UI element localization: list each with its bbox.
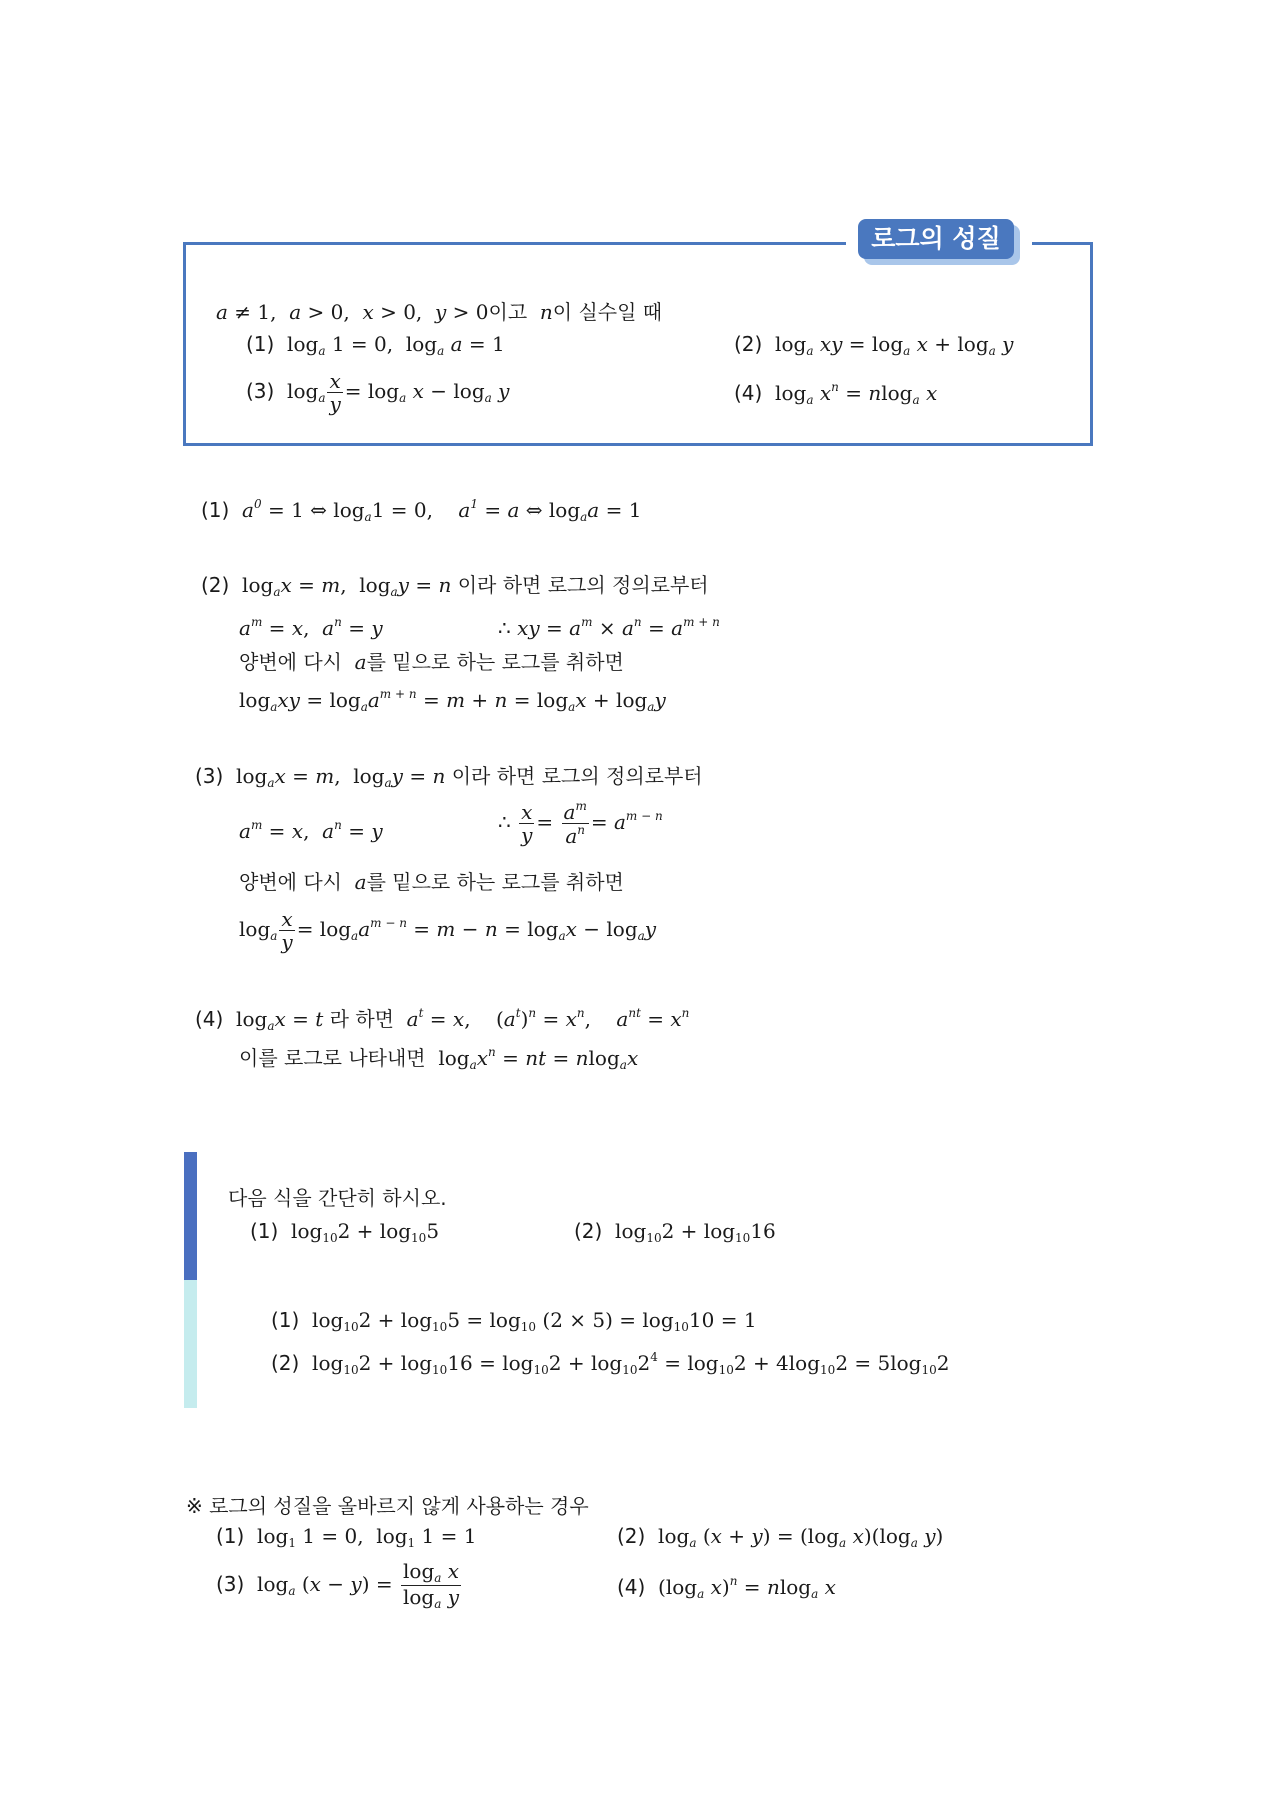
example-q1: (1) $\log_{10}2 + \log_{10}5$ (250, 1219, 440, 1245)
proof-2-line-4: $\log_axy = \log_aa^{m + n} = m + n = \log_ax + \log_ay$ (239, 687, 666, 714)
example-q2-label: (2) (574, 1219, 603, 1243)
proof-4-label: (4) (195, 1007, 224, 1031)
property-1-label: (1) (246, 332, 275, 356)
property-2-label: (2) (734, 332, 763, 356)
wrong-4-label: (4) (617, 1575, 646, 1599)
example-bar-answer (184, 1280, 197, 1408)
proof-3-text: 양변에 다시 (239, 870, 342, 894)
wrong-4: (4) ($\log_a$ x)$^n$ = nlog$_a$ x (617, 1574, 836, 1601)
proof-2-line-3: 양변에 다시 a를 밑으로 하는 로그를 취하면 (239, 650, 624, 674)
wrong-1: (1) $\log_1 1 = 0$, $\log_1 1 = 1$ (216, 1524, 477, 1550)
section-title: 로그의 성질 (858, 219, 1014, 259)
proof-3-label: (3) (195, 764, 224, 788)
proof-2-therefore: ∴ xy = $a^m \times a^n = a^{m + n}$ (498, 615, 720, 640)
condition-text-n: 이 실수일 때 (552, 300, 663, 324)
proof-1-label: (1) (201, 498, 230, 522)
proof-2-intro: 이라 하면 로그의 정의로부터 (457, 573, 709, 597)
proof-1: (1) $a^0 = 1$ ⇔ $\log_a1 = 0$, $a^1 = a$ ⇔ $\log_aa = 1$ (201, 497, 642, 524)
example-q2: (2) $\log_{10}2 + \log_{10}16$ (574, 1219, 776, 1245)
property-4-label: (4) (734, 381, 763, 405)
property-3: (3) $\log_a$ $\frac{x}{y}$ = $\log_a x - \log_a y$ (246, 369, 510, 416)
proof-3-text-b: 를 밑으로 하는 로그를 취하면 (366, 870, 624, 894)
proof-3-line-2: $a^m = x$, $a^n = y$ (239, 818, 383, 843)
condition-text: 이고 (488, 300, 528, 324)
proof-3-line-4: $\log_a$ $\frac{x}{y}$ = $\log_aa^{m - n} = m - n = \log_ax - \log_ay$ (239, 907, 657, 954)
proof-3-line-1: (3) $\log_ax = m$, $\log_ay = n$ 이라 하면 로그의 정의로부터 (195, 764, 703, 790)
proof-4-mid: 라 하면 (329, 1007, 394, 1031)
proof-4-line-2: 이를 로그로 나타내면 $\log_ax^n$ = nt = nlog$_a$x (239, 1045, 639, 1072)
wrong-heading: ※ 로그의 성질을 올바르지 않게 사용하는 경우 (186, 1494, 589, 1518)
proof-3-therefore: ∴ $\frac{x}{y}$ = $\frac{a^m}{a^n}$ = $a^{m - n}$ (498, 799, 663, 848)
wrong-1-label: (1) (216, 1524, 245, 1548)
example-q1-label: (1) (250, 1219, 279, 1243)
example-a2-label: (2) (271, 1351, 300, 1375)
wrong-2: (2) $\log_a (x + y) = (\log_a$ $x)(\log_a$ y) (617, 1524, 944, 1550)
example-a1-label: (1) (271, 1308, 300, 1332)
wrong-3: (3) $\log_a (x - y)$ = $\frac{\log_a x}{\log_a y}$ (216, 1559, 460, 1612)
wrong-3-label: (3) (216, 1572, 245, 1597)
proof-2-line-1: (2) $\log_ax = m$, $\log_ay = n$ 이라 하면 로그의 정의로부터 (201, 573, 709, 599)
proof-4-text: 이를 로그로 나타내면 (239, 1046, 426, 1070)
wrong-2-label: (2) (617, 1524, 646, 1548)
example-bar-question (184, 1152, 197, 1280)
example-a2: (2) $\log_{10}2 + \log_{10}16 = \log_{10}2 + \log_{10}2^4 = \log_{10}2 + 4\log_{10}2 = 5\log_{10}2$ (271, 1350, 950, 1377)
property-2: (2) $\log_a$ xy = $\log_a x + \log_a y$ (734, 332, 1014, 358)
property-3-label: (3) (246, 379, 275, 403)
property-4: (4) $\log_a x^n = nlog_a$ x (734, 380, 938, 407)
property-1: (1) $\log_a 1 = 0$, $\log_a a = 1$ (246, 332, 505, 358)
proof-2-line-2: $a^m = x$, $a^n = y$ (239, 615, 383, 640)
example-question: 다음 식을 간단히 하시오. (228, 1186, 447, 1210)
proof-3-line-3: 양변에 다시 a를 밑으로 하는 로그를 취하면 (239, 870, 624, 894)
proof-3-intro: 이라 하면 로그의 정의로부터 (451, 764, 703, 788)
example-a1: (1) $\log_{10}2 + \log_{10}5 = \log_{10} (2 \times 5) = \log_{10}10 = 1$ (271, 1308, 757, 1334)
proof-2-text-b: 를 밑으로 하는 로그를 취하면 (366, 650, 624, 674)
proof-2-text: 양변에 다시 (239, 650, 342, 674)
condition-line: a ≠ 1, a > 0, x > 0, y > 0이고 n이 실수일 때 (216, 300, 663, 324)
proof-2-label: (2) (201, 573, 230, 597)
proof-4-line-1: (4) $\log_ax = t$ 라 하면 $a^t = x$, $(a^t)^n = x^n$, $a^{nt} = x^n$ (195, 1006, 690, 1033)
